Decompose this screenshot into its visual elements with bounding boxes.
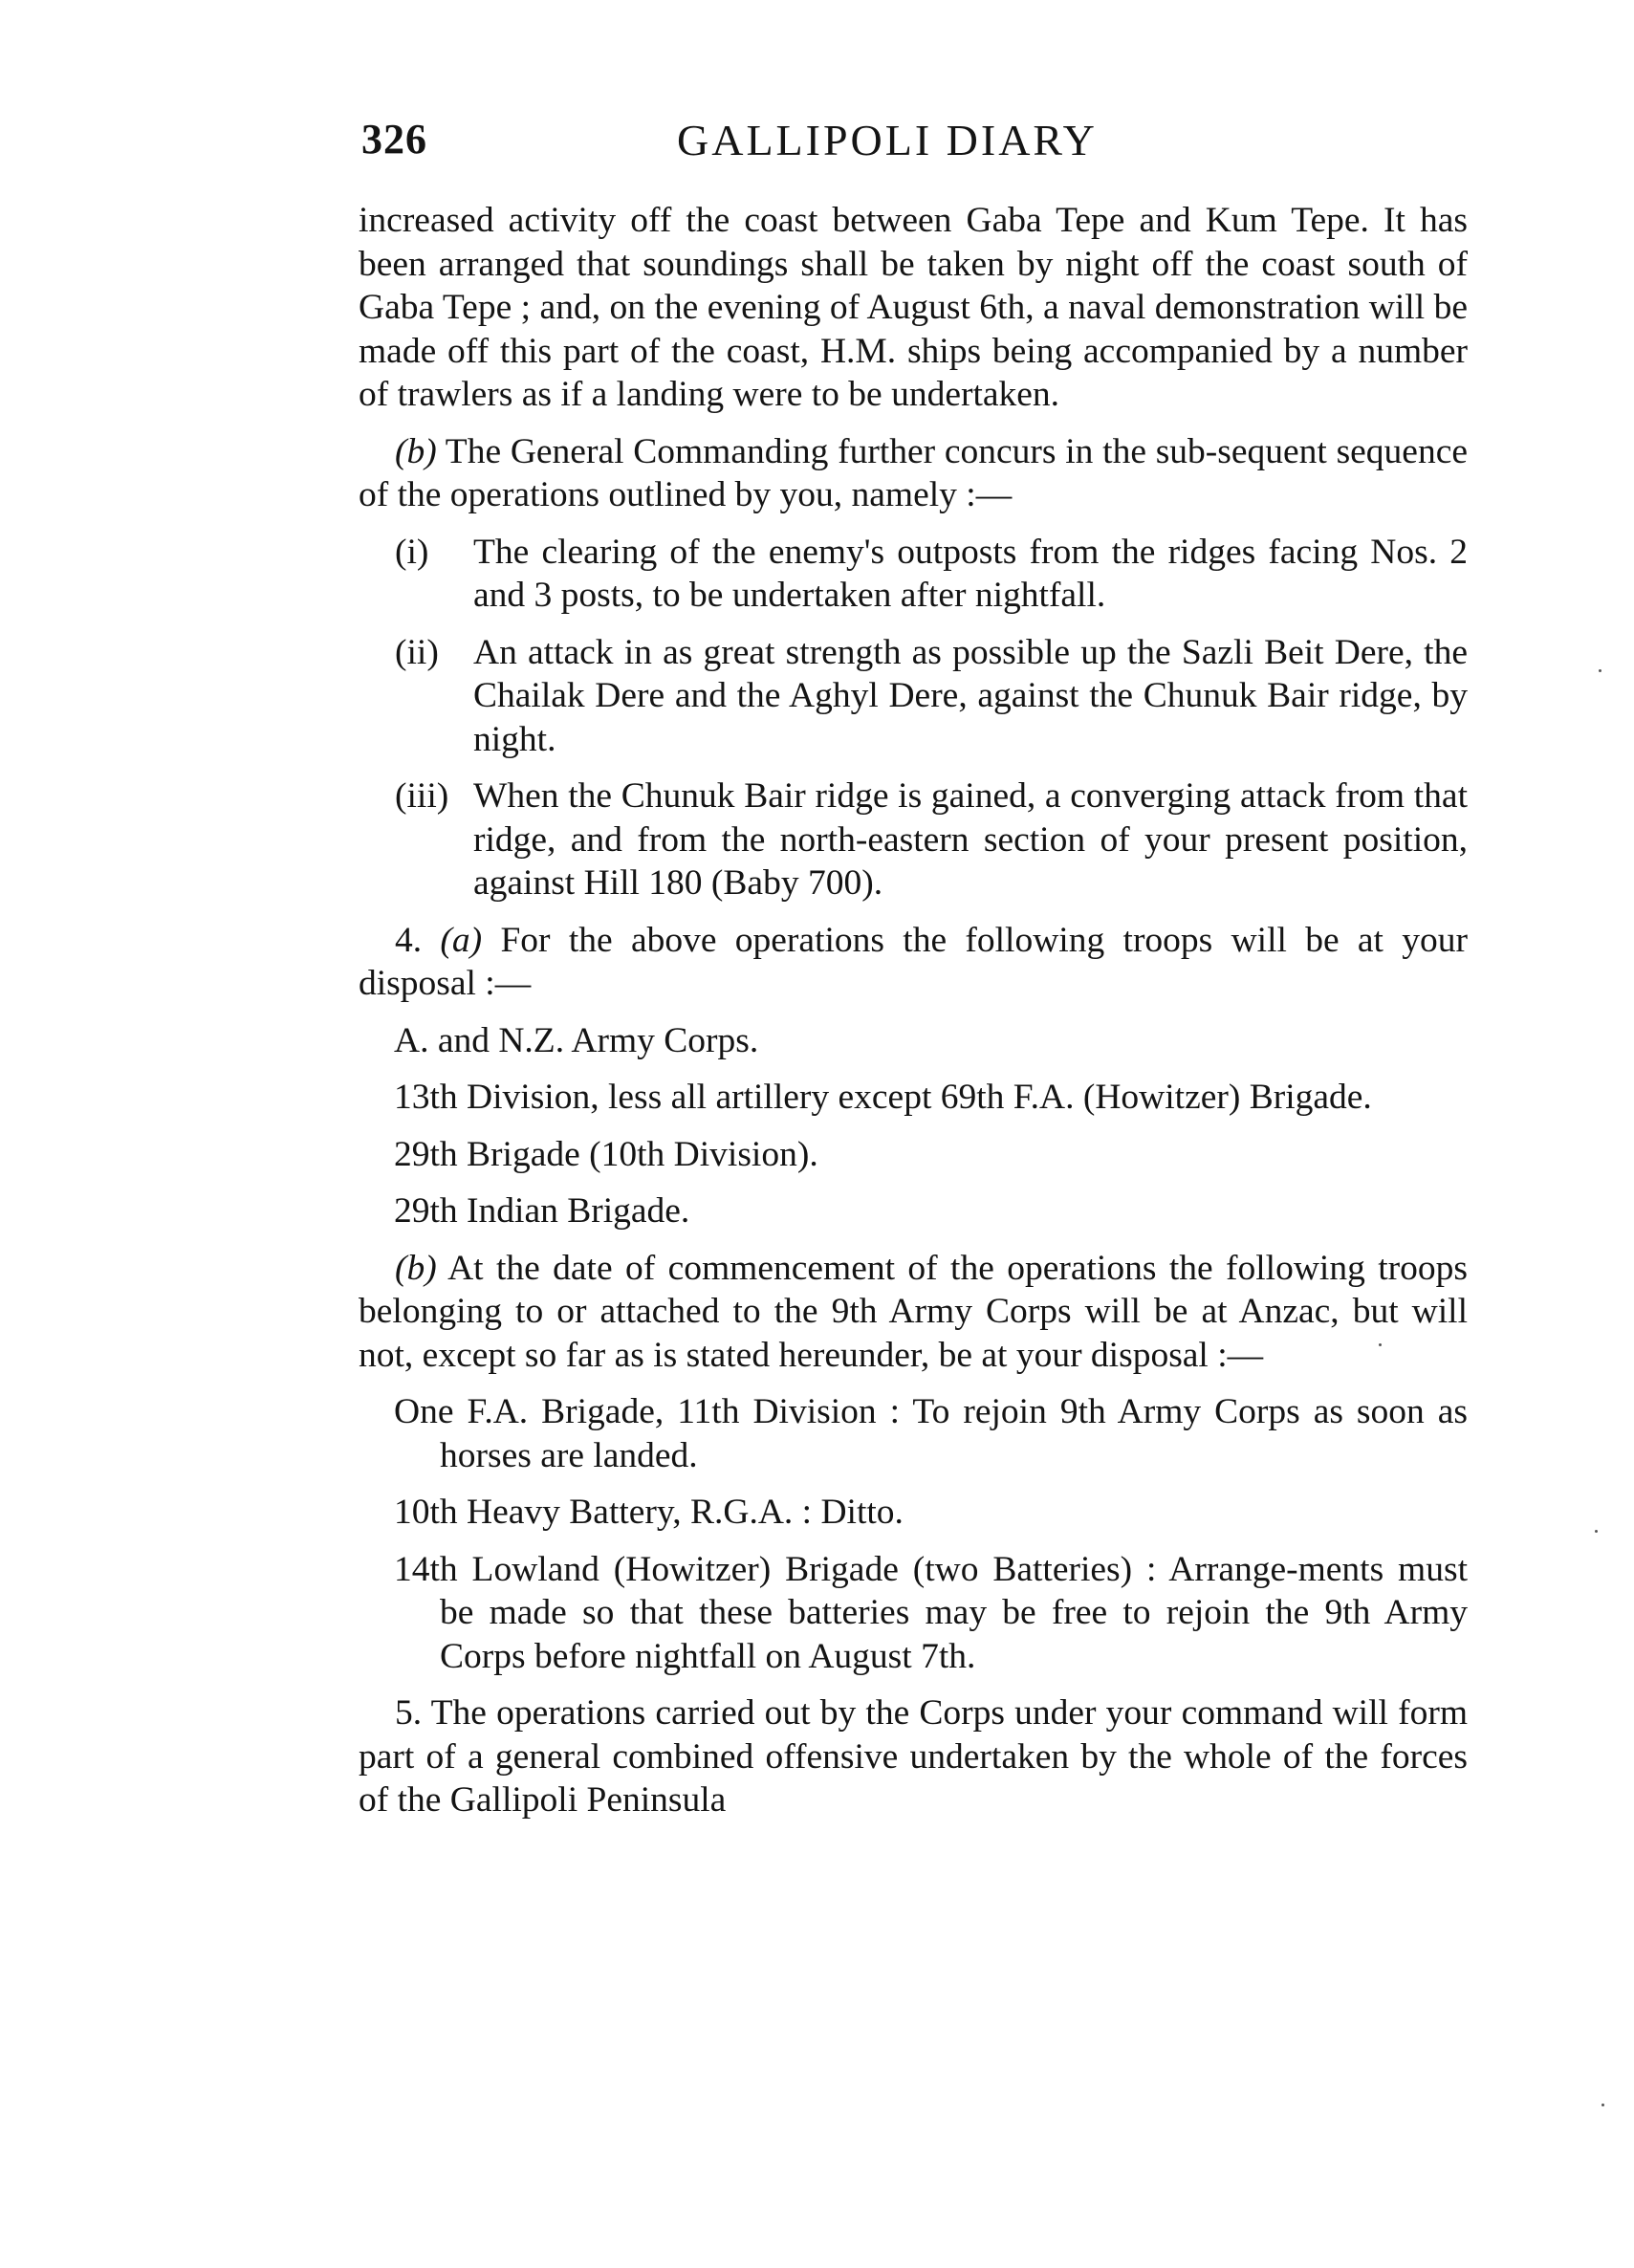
paragraph-4b — [359, 1247, 1468, 1378]
paragraph-label: (a) — [440, 920, 483, 960]
list-item-text: An attack in as great strength as possible up the Sazli Beit Dere, the Chailak Dere and the Aghyl Dere, against the Chunuk Bair ridge, by night. — [473, 632, 1468, 759]
scan-speck — [1379, 1343, 1382, 1346]
troop-entry: 13th Division, less all artillery except 69th F.A. (Howitzer) Brigade. — [394, 1078, 1372, 1117]
troop-entry: 10th Heavy Battery, R.G.A. : Ditto. — [394, 1493, 904, 1532]
troop-entry: A. and N.Z. Army Corps. — [394, 1020, 759, 1060]
list-item-number: (ii) — [395, 632, 439, 672]
paragraph-text: For the above operations the following troops will be at your disposal :— — [359, 920, 1468, 1003]
troop-entry: 29th Brigade (10th Division). — [394, 1134, 818, 1174]
list-item-text: When the Chunuk Bair ridge is gained, a converging attack from that ridge, and from the north-eastern section of your present position, against Hill 180 (Baby 700). — [473, 776, 1468, 903]
troop-entry: 14th Lowland (Howitzer) Brigade (two Batteries) : Arrange-ments must be made so that these batteries may be free to rejoin the 9th Army Corps before nightfall on August 7th. — [394, 1549, 1468, 1676]
list-item-iii — [359, 774, 1468, 905]
list-item-text: The clearing of the enemy's outposts from the ridges facing Nos. 2 and 3 posts, to be undertaken after nightfall. — [473, 532, 1468, 615]
paragraph-text: At the date of commencement of the operations the following troops belonging to or attached to the 9th Army Corps will be at Anzac, but will not, except so far as is stated hereunder, be at your disposal :— — [359, 1248, 1468, 1375]
paragraph-text: The General Commanding further concurs in the sub-sequent sequence of the operations outlined by you, namely :— — [359, 431, 1468, 514]
paragraph-5: 5. The operations carried out by the Corps under your command will form part of a general combined offensive undertaken by the whole of the forces of the Gallipoli Peninsula — [359, 1693, 1468, 1820]
list-item-ii — [359, 631, 1468, 762]
list-item-number: (i) — [395, 532, 429, 572]
list-item-i — [359, 531, 1468, 618]
paragraph-label: (b) — [395, 431, 437, 471]
list-item-number: (iii) — [395, 776, 449, 816]
page-number: 326 — [361, 116, 427, 163]
scan-speck — [1595, 1530, 1598, 1533]
running-title: GALLIPOLI DIARY — [677, 116, 1098, 164]
paragraph-label: (b) — [395, 1248, 437, 1288]
scan-speck — [1601, 2104, 1604, 2106]
section-number: 4. — [395, 920, 423, 960]
scan-speck — [1599, 669, 1601, 672]
page-body — [359, 199, 1468, 1836]
paragraph-continuation: increased activity off the coast between Gaba Tepe and Kum Tepe. It has been arranged that soundings shall be taken by night off the coast south of Gaba Tepe ; and, on the evening of August 6th, a naval demonstration will be made off this part of the coast, H.M. ships being accompanied by a number of trawlers as if a landing were to be undertaken. — [359, 201, 1468, 414]
paragraph-4a — [359, 919, 1468, 1006]
paragraph-b-sequence — [359, 430, 1468, 517]
troop-entry: 29th Indian Brigade. — [394, 1191, 690, 1231]
page-header — [361, 115, 1466, 182]
troop-entry: One F.A. Brigade, 11th Division : To rejoin 9th Army Corps as soon as horses are landed. — [394, 1392, 1468, 1475]
